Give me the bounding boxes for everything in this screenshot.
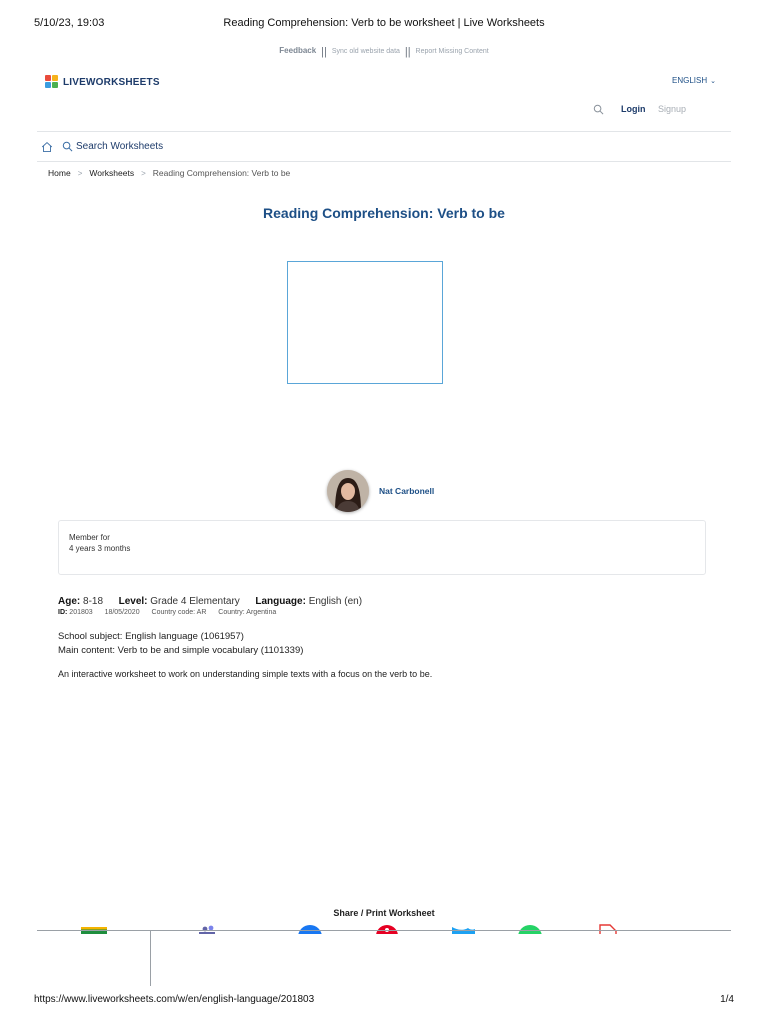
chevron-right-icon: > — [141, 168, 146, 178]
pdf-icon[interactable] — [597, 924, 621, 934]
age-label: Age: — [58, 596, 81, 607]
print-url: https://www.liveworksheets.com/w/en/english-language/201803 — [34, 994, 315, 1005]
language-selector[interactable] — [672, 76, 716, 85]
teams-icon[interactable] — [195, 924, 217, 934]
home-icon[interactable] — [41, 141, 53, 153]
publish-date: 18/05/2020 — [104, 609, 140, 616]
print-datetime: 5/10/23, 19:03 — [34, 17, 105, 29]
avatar[interactable] — [327, 470, 369, 512]
logo-text: LIVEWORKSHEETS — [63, 76, 160, 88]
breadcrumb-worksheets[interactable]: Worksheets — [89, 168, 135, 178]
pinterest-icon[interactable] — [375, 924, 399, 934]
whatsapp-icon[interactable] — [517, 924, 543, 934]
report-content-link[interactable]: Report Missing Content — [415, 48, 489, 55]
id-label: ID: — [58, 609, 68, 616]
twitter-icon[interactable] — [451, 924, 475, 934]
facebook-icon[interactable] — [297, 924, 323, 934]
google-classroom-icon[interactable] — [81, 924, 107, 934]
divider — [37, 930, 731, 931]
id-value: 201803 — [69, 609, 93, 616]
language-label: ENGLISH — [672, 76, 708, 85]
country-code: Country code: AR — [151, 609, 207, 616]
country: Country: Argentina — [218, 609, 277, 616]
language-field-label: Language: — [255, 596, 306, 607]
chevron-right-icon: > — [77, 168, 83, 178]
search-icon[interactable] — [593, 104, 604, 115]
worksheet-description: An interactive worksheet to work on understanding simple texts with a focus on the verb to be. — [58, 669, 433, 679]
member-duration: 4 years 3 months — [69, 544, 131, 553]
divider — [150, 930, 151, 986]
separator: || — [321, 46, 327, 58]
page-title: Reading Comprehension: Verb to be — [263, 205, 505, 221]
sync-data-link[interactable]: Sync old website data — [331, 48, 400, 55]
search-worksheets-link[interactable]: Search Worksheets — [76, 141, 164, 152]
logo-icon — [45, 75, 59, 89]
author-name-link[interactable]: Nat Carbonell — [379, 486, 435, 496]
search-worksheets-icon[interactable] — [62, 141, 73, 152]
breadcrumb-current: Reading Comprehension: Verb to be — [152, 168, 291, 178]
worksheet-meta — [58, 596, 362, 607]
member-info-box — [58, 520, 706, 575]
divider — [37, 161, 731, 162]
breadcrumb-home[interactable]: Home — [48, 168, 71, 178]
author-photo — [327, 470, 369, 512]
print-page-title: Reading Comprehension: Verb to be worksheet | Live Worksheets — [223, 17, 545, 29]
member-for-label: Member for — [69, 533, 110, 542]
share-print-title: Share / Print Worksheet — [333, 908, 435, 918]
print-page-number: 1/4 — [720, 994, 734, 1005]
chevron-down-icon: ⌄ — [710, 78, 716, 85]
age-value: 8-18 — [83, 596, 104, 607]
language-value: English (en) — [308, 596, 363, 607]
breadcrumb — [48, 168, 290, 178]
top-links — [0, 44, 768, 56]
worksheet-id-line — [58, 609, 276, 616]
worksheet-thumbnail[interactable] — [287, 261, 443, 384]
signup-link[interactable]: Signup — [658, 104, 687, 114]
separator: || — [404, 46, 411, 58]
level-value: Grade 4 Elementary — [150, 596, 240, 607]
share-icons-row — [37, 924, 731, 934]
school-subject: School subject: English language (1061957) — [58, 631, 244, 642]
divider — [37, 131, 731, 132]
site-logo[interactable] — [45, 74, 160, 90]
level-label: Level: — [118, 596, 148, 607]
main-content: Main content: Verb to be and simple vocabulary (1101339) — [58, 645, 304, 656]
print-header — [34, 17, 734, 31]
feedback-link[interactable]: Feedback — [279, 46, 317, 55]
login-link[interactable]: Login — [621, 104, 646, 114]
